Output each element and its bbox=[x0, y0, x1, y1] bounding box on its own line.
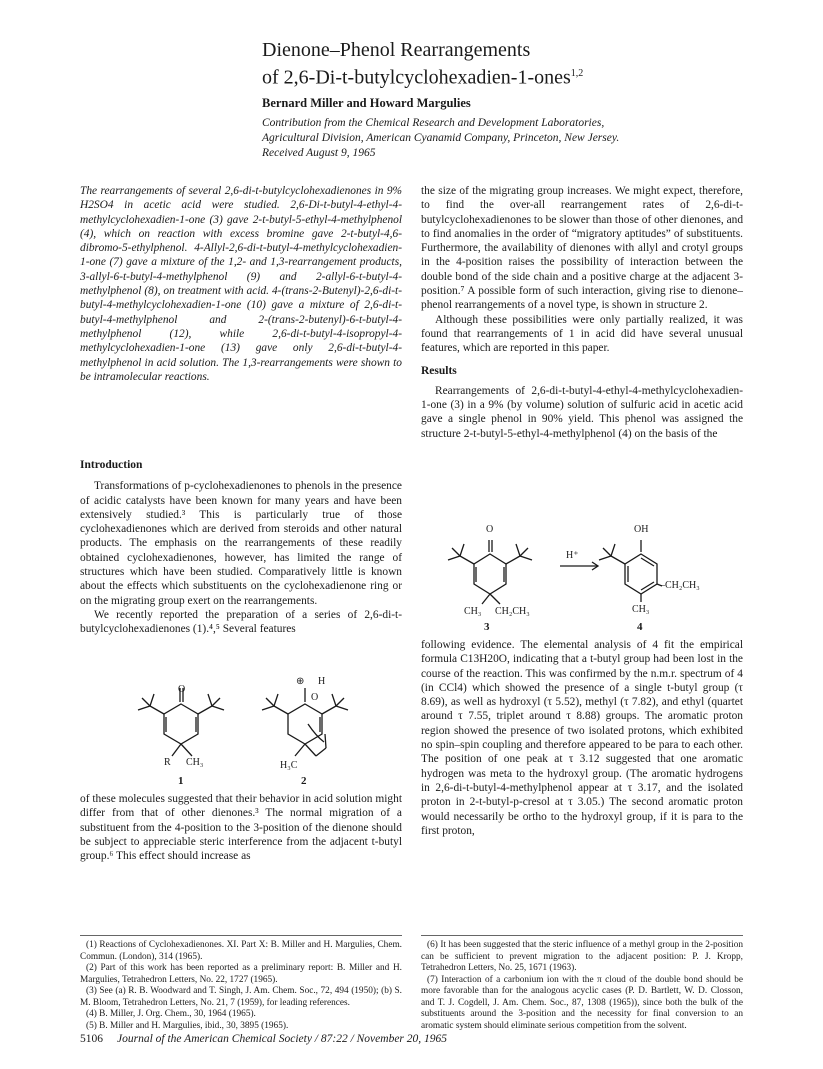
structure-4-drawing bbox=[599, 540, 662, 602]
page-footer bbox=[80, 1033, 447, 1045]
structure-1-oxygen: O bbox=[178, 684, 186, 695]
footnotes-left bbox=[80, 940, 402, 1032]
abstract bbox=[80, 184, 402, 384]
intro-paragraph-1: Transformations of p-cyclohexadienones to phenols in the presence of acidic catalysts have been known for many years and have been extensively studied.³ This is particularly true of those cyclohexadienones which are derived from steroids and other natural products. The emphasis on the rearrangements of these readily obtained cyclohexadienones, however, has limited the range of structures which have been studied. Comparatively little is known about the effects which substituents on the cyclohexadienone ring or on the migrating group exert on the rearrangements. bbox=[80, 480, 402, 607]
structure-3-oxygen: O bbox=[486, 524, 494, 535]
title-footnote-marker: 1,2 bbox=[570, 68, 584, 79]
structures-1-2 bbox=[120, 676, 360, 776]
structure-2-oxygen: O bbox=[311, 692, 319, 703]
affiliation-line-1: Contribution from the Chemical Research and Development Laboratories, bbox=[262, 117, 605, 129]
structure-2-number: 2 bbox=[301, 775, 307, 787]
structures-3-4 bbox=[444, 522, 744, 620]
journal-citation: Journal of the American Chemical Society / 87:22 / November 20, 1965 bbox=[117, 1033, 448, 1045]
footnote-3: (3) See (a) R. B. Woodward and T. Singh, J. Am. Chem. Soc., 72, 494 (1950); (b) S. M. Bloom, Tetrahedron Letters, No. 21, 7 (1959), for leading references. bbox=[80, 986, 402, 1008]
footnote-6: (6) It has been suggested that the steric influence of a methyl group in the 2-position can be sufficient to prevent migration to the adjacent position: P. J. Kropp, Tetrahedron Letters, No. 25, 1671 (1963). bbox=[421, 940, 743, 973]
footnote-4: (4) B. Miller, J. Org. Chem., 30, 1964 (1965). bbox=[86, 1009, 256, 1019]
structure-1-drawing bbox=[138, 688, 224, 756]
title-line-1: Dienone–Phenol Rearrangements bbox=[262, 39, 531, 61]
footnote-5: (5) B. Miller and H. Margulies, ibid., 30, 3895 (1965). bbox=[86, 1020, 289, 1031]
introduction-section bbox=[80, 458, 402, 637]
structure-1-R: R bbox=[164, 757, 171, 768]
intro-continued bbox=[80, 792, 402, 863]
structure-1-number: 1 bbox=[178, 775, 184, 787]
structure-3-ethyl: CH₂CH₃ bbox=[495, 606, 530, 617]
structure-3-methyl: CH₃ bbox=[464, 606, 482, 617]
footnote-2: (2) Part of this work has been reported as a preliminary report: B. Miller and H. Margulies, Tetrahedron Letters, No. 22, 1727 (1965). bbox=[80, 963, 402, 985]
page-number: 5106 bbox=[80, 1033, 103, 1045]
structure-2-plus: ⊕ bbox=[296, 676, 305, 687]
affiliation bbox=[262, 116, 762, 161]
structure-4-ethyl: –CH₂CH₃ bbox=[660, 580, 700, 591]
arrow-label: H⁺ bbox=[566, 550, 579, 561]
authors: Bernard Miller and Howard Margulies bbox=[262, 96, 471, 110]
results-paragraph-2: following evidence. The elemental analysis of 4 fit the empirical formula C13H20O, indicating that a t-butyl group had been lost in the course of the reaction. This was confirmed by the n.m.r. spectrum of 4 (in CCl4) which showed the presence of a single t-butyl group (τ 8.69), as well as hydroxyl (τ 5.52), methyl (τ 7.82), and ethyl (quartet around τ 7.55, triplet around τ 8.88) groups. The aromatic proton region showed the presence of two isolated protons, which exhibited no spin–spin coupling and therefore appeared to be para to each other. The position of one peak at τ 3.12 suggested that one aromatic hydrogen was meta to the hydroxyl group. (The aromatic hydrogens in 2,6-di-t-butyl-4-methylphenol appear at τ 3.17, and the isolated proton in 2-t-butyl-p-cresol at τ 3.05.) The second aromatic proton would necessarily be ortho to the hydroxyl group, if it is para to the first proton, bbox=[421, 639, 743, 837]
received-date: Received August 9, 1965 bbox=[262, 147, 376, 159]
results-heading: Results bbox=[421, 364, 457, 377]
structure-3-drawing bbox=[448, 540, 532, 604]
intro-paragraph-3: of these molecules suggested that their behavior in acid solution might differ from that of other dienones.³ The normal migration of a substituent from the 4-position to the 3-position of the dienone should be subject to appreciable steric interference from the adjacent t-butyl group.⁶ This effect should increase as bbox=[80, 793, 402, 863]
structure-2-hydrogen: H bbox=[318, 676, 326, 687]
footnotes-right bbox=[421, 940, 743, 1032]
structure-4-number: 4 bbox=[637, 621, 643, 633]
paper-title bbox=[262, 38, 583, 90]
structure-1-methyl: CH₃ bbox=[186, 757, 204, 768]
right-column-bottom bbox=[421, 638, 743, 838]
results-paragraph-1: Rearrangements of 2,6-di-t-butyl-4-ethyl-4-methylcyclohexadien-1-one (3) in a 9% (by volume) solution of sulfuric acid in acetic acid gave a single phenol in 90% yield. This phenol was assigned the structure 2-t-butyl-5-ethyl-4-methylphenol (4) on the basis of the bbox=[421, 384, 743, 440]
footnote-rule-left bbox=[80, 935, 402, 936]
footnote-7: (7) Interaction of a carbonium ion with the π cloud of the double bond should be more favorable than for the analogous acyclic cases (P. D. Bartlett, W. D. Closson, and T. J. Cogdell, J. Am. Chem. Soc., 87, 1308 (1965)), since both the bulk of the substituents around the 3-position and the necessity for final conversion to an aromatic system should eliminate serious competition from the solvent. bbox=[421, 974, 743, 1031]
structure-4-hydroxyl: OH bbox=[634, 524, 649, 535]
structure-2-h3c: H₃C bbox=[280, 760, 298, 771]
introduction-heading: Introduction bbox=[80, 459, 143, 471]
footnote-1: (1) Reactions of Cyclohexadienones. XI. Part X: B. Miller and H. Margulies, Chem. Commun. (London), 314 (1965). bbox=[80, 940, 402, 962]
reaction-arrow bbox=[560, 562, 598, 570]
abstract-text: The rearrangements of several 2,6-di-t-butylcyclohexadienones in 9% H2SO4 in acetic acid were studied. 2,6-Di-t-butyl-4-ethyl-4-methylcyclohexadien-1-one (3) gave 2-t-butyl-5-ethyl-4-methylphenol (4), which on reaction with excess bromine gave 2-t-butyl-4,6-dibromo-5-ethylphenol. 4-Allyl-2,6-di-t-butyl-4-methylcyclohexadien-1-one (7) gave a mixture of the 1,2- and 1,3-rearrangement products, 3-allyl-6-t-butyl-4-methylphenol (9) and 2-allyl-6-t-butyl-4-methylphenol (8), on treatment with acid. 4-(trans-2-Butenyl)-2,6-di-t-butyl-4-methylcyclohexadien-1-one (10) gave a mixture of 2,6-di-t-butyl-4-methylphenol and 2-(trans-2-butenyl)-6-t-butyl-4-methylphenol (12), while 2,6-di-t-butyl-4-isopropyl-4-methylcyclohexadien-1-one (13) gave only 2,6-di-t-butyl-4-methylphenol in acid solution. The 1,3-rearrangements were shown to be intramolecular reactions. bbox=[80, 185, 402, 383]
right-column-top bbox=[421, 184, 743, 441]
title-line-2: of 2,6-Di-t-butylcyclohexadien-1-ones bbox=[262, 66, 571, 89]
affiliation-line-2: Agricultural Division, American Cyanamid Company, Princeton, New Jersey. bbox=[262, 132, 620, 144]
right-paragraph-1: the size of the migrating group increases. We might expect, therefore, to find the over-all rearrangement rates of 2,6-di-t-butylcyclohexadienones to be slower than those of other dienones, and to find anomalies in the order of “migratory aptitudes” of substituents. Furthermore, the availability of dienones with allyl and crotyl groups in the 4-position raises the possibility of interaction between the double bond of the side chain and a positive charge at the adjacent 3-position.⁷ A possible form of such interaction, giving rise to dienone–phenol rearrangements of a novel type, is shown in structure 2. bbox=[421, 185, 744, 312]
structure-2-drawing bbox=[262, 688, 348, 756]
footnote-rule-right bbox=[421, 935, 743, 936]
structure-4-methyl: CH₃ bbox=[632, 604, 650, 615]
intro-paragraph-2: We recently reported the preparation of a series of 2,6-di-t-butylcyclohexadienones (1).⁴,⁵ Several features bbox=[80, 608, 402, 636]
structure-3-number: 3 bbox=[484, 621, 490, 633]
right-paragraph-2: Although these possibilities were only partially realized, it was found that rearrangements of 1 in acid did have several unusual features, which are reported in this paper. bbox=[421, 313, 743, 355]
